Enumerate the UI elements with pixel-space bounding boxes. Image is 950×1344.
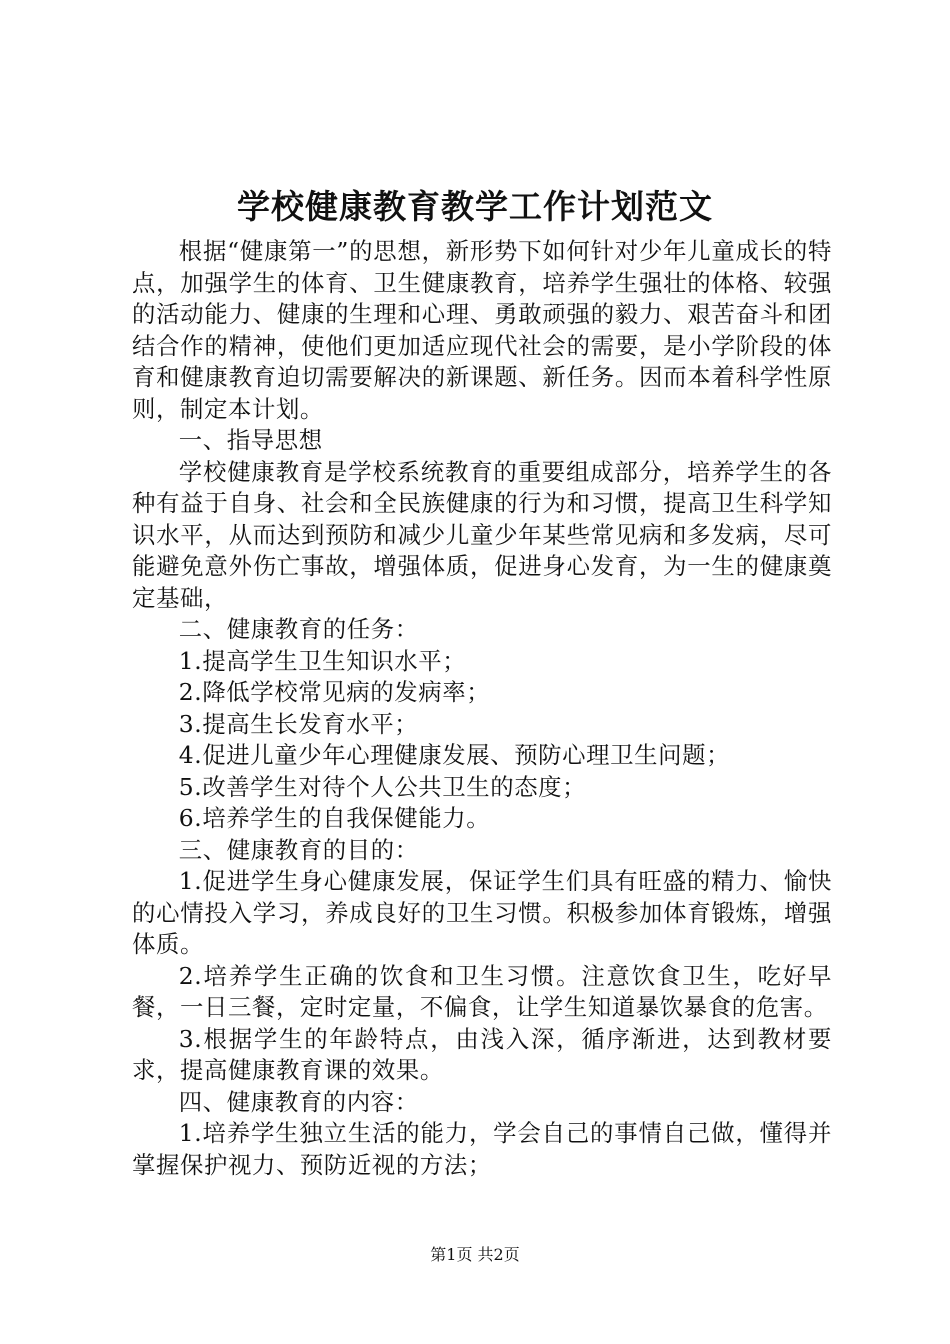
paragraph-intro: 根据“健康第一”的思想，新形势下如何针对少年儿童成长的特点，加强学生的体育、卫生健康教育，培养学生强壮的体格、较强的活动能力、健康的生理和心理、勇敢顽强的毅力、艰苦奋斗和团结合作的精神，使他们更加适应现代社会的需要，是小学阶段的体育和健康教育迫切需要解决的新课题、新任务。因而本着科学性原则，制定本计划。 — [132, 237, 832, 423]
page-footer: 第1页 共2页 — [430, 1245, 520, 1264]
list-item-task-4: 4.促进儿童少年心理健康发展、预防心理卫生问题； — [178, 741, 731, 769]
document-body — [132, 236, 832, 1181]
list-item-purpose-3: 3.根据学生的年龄特点，由浅入深，循序渐进，达到教材要求，提高健康教育课的效果。 — [132, 1024, 832, 1084]
list-item-task-6: 6.培养学生的自我保健能力。 — [178, 804, 491, 832]
heading-tasks: 二、健康教育的任务： — [178, 615, 419, 643]
list-item-purpose-1: 1.促进学生身心健康发展，保证学生们具有旺盛的精力、愉快的心情投入学习，养成良好的卫生习惯。积极参加体育锻炼，增强体质。 — [132, 867, 832, 958]
list-item-content-1: 1.培养学生独立生活的能力，学会自己的事情自己做，懂得并掌握保护视力、预防近视的方法； — [132, 1119, 832, 1179]
list-item-task-2: 2.降低学校常见病的发病率； — [178, 678, 491, 706]
paragraph-guiding-thought: 学校健康教育是学校系统教育的重要组成部分，培养学生的各种有益于自身、社会和全民族健康的行为和习惯，提高卫生科学知识水平，从而达到预防和减少儿童少年某些常见病和多发病，尽可能避免意外伤亡事故，增强体质，促进身心发育，为一生的健康奠定基础， — [132, 457, 832, 612]
list-item-purpose-2: 2.培养学生正确的饮食和卫生习惯。注意饮食卫生，吃好早餐，一日三餐，定时定量，不偏食，让学生知道暴饮暴食的危害。 — [132, 961, 832, 1021]
heading-guiding-thought: 一、指导思想 — [178, 426, 323, 454]
document-title: 学校健康教育教学工作计划范文 — [237, 187, 713, 226]
heading-content: 四、健康教育的内容： — [178, 1087, 419, 1116]
list-item-task-1: 1.提高学生卫生知识水平； — [178, 646, 467, 675]
list-item-task-5: 5.改善学生对待个人公共卫生的态度； — [178, 772, 587, 801]
list-item-task-3: 3.提高生长发育水平； — [178, 709, 419, 738]
heading-purpose: 三、健康教育的目的： — [178, 835, 419, 864]
